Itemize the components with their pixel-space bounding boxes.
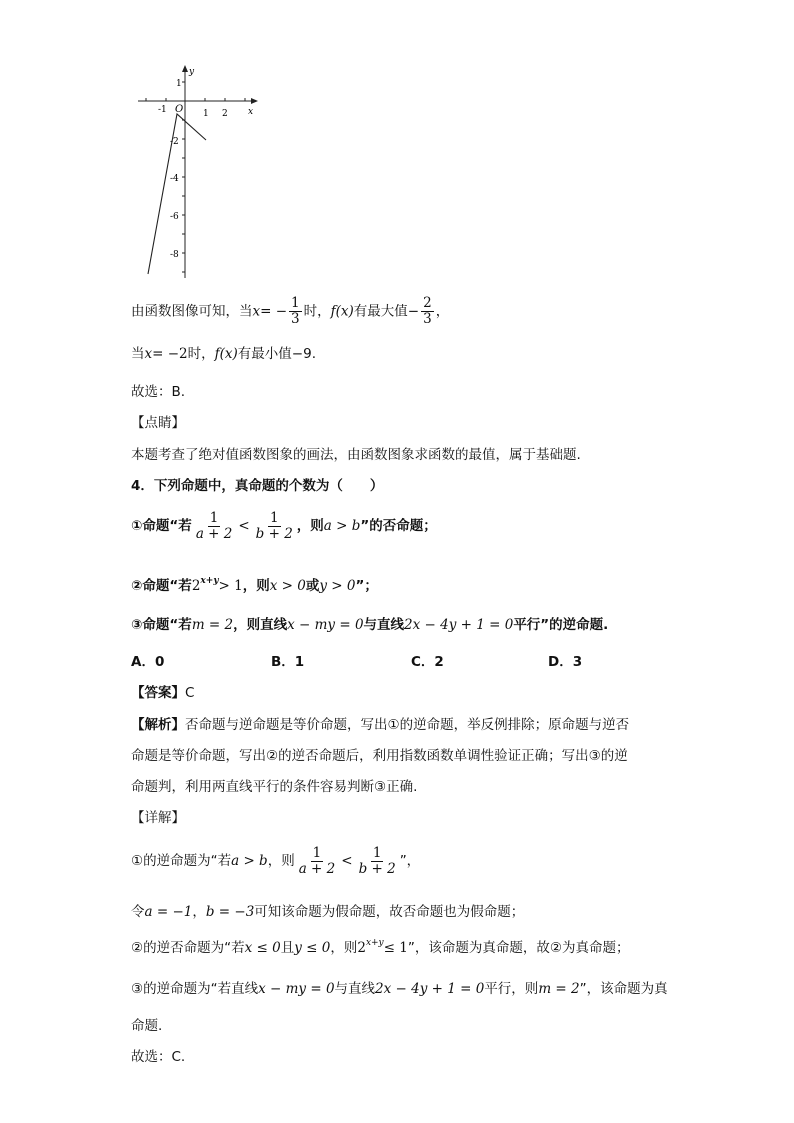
choice-line: 故选：B. bbox=[131, 384, 186, 400]
x-tick-label: -1 bbox=[158, 105, 167, 115]
question-title: 4．下列命题中，真命题的个数为（ ） bbox=[131, 478, 384, 494]
y-tick-label: -6 bbox=[170, 212, 179, 222]
answer-label: 【答案】 bbox=[131, 685, 185, 701]
y-axis-label: y bbox=[189, 67, 195, 77]
analysis-line-2: 命题是等价命题，写出②的逆否命题后，利用指数函数单调性验证正确；写出③的逆 bbox=[131, 748, 628, 764]
final-choice: 故选：C. bbox=[131, 1049, 186, 1065]
analysis-line-3: 命题判，利用两直线平行的条件容易判断③正确. bbox=[131, 779, 418, 795]
answer-line bbox=[131, 681, 194, 701]
option-b: B．1 bbox=[271, 654, 305, 670]
option-d: D．3 bbox=[548, 654, 583, 670]
detail-line-1: ①的逆命题为“若a > b，则 $\frac{1}{a + 2}$ < $\frac{1}{b + 2}$ ”， bbox=[131, 844, 421, 877]
max-value-line: 由函数图像可知，当x= − $\frac{1}{3}$ 时，f(x)有最大值− $\frac{2}{3}$ ， bbox=[131, 295, 450, 327]
answer-value: C bbox=[185, 685, 195, 701]
y-tick-label: -8 bbox=[170, 250, 179, 260]
x-tick-label: 1 bbox=[203, 109, 209, 119]
detail-line-5: 命题. bbox=[131, 1018, 163, 1034]
tip-text: 本题考查了绝对值函数图象的画法，由函数图象求函数的最值，属于基础题. bbox=[131, 447, 581, 463]
option-a: A．0 bbox=[131, 654, 165, 670]
statement-1: ①命题“若 $\frac{1}{a + 2}$ < $\frac{1}{b + 2}$ ，则a > b”的否命题； bbox=[131, 509, 437, 542]
detail-line-4: ③的逆命题为“若直线x − my = 0与直线2x − 4y + 1 = 0平行，则m = 2”，该命题为真 bbox=[131, 981, 668, 997]
analysis-line-1: 【解析】否命题与逆命题是等价命题，写出①的逆命题，举反例排除；原命题与逆否 bbox=[131, 717, 630, 733]
x-axis-arrow-icon bbox=[251, 98, 258, 104]
tip-label: 【点睛】 bbox=[131, 415, 185, 431]
option-c: C．2 bbox=[411, 654, 444, 670]
detail-label: 【详解】 bbox=[131, 810, 185, 826]
y-tick-label: 1 bbox=[176, 79, 182, 89]
detail-line-2: 令a = −1，b = −3可知该命题为假命题，故否命题也为假命题； bbox=[131, 904, 525, 920]
min-value-line: 当x= −2时，f(x)有最小值−9. bbox=[131, 346, 316, 362]
y-tick-label: -4 bbox=[170, 174, 179, 184]
x-axis-label: x bbox=[248, 107, 254, 117]
y-axis-arrow-icon bbox=[182, 65, 188, 72]
function-graph bbox=[130, 60, 270, 280]
statement-3: ③命题“若m = 2，则直线x − my = 0与直线2x − 4y + 1 = 0平行”的逆命题. bbox=[131, 617, 609, 633]
detail-line-3: ②的逆否命题为“若x ≤ 0且y ≤ 0，则$2^{x+y}\le 1$”，该命题为真命题，故②为真命题； bbox=[131, 938, 630, 956]
statement-2: ②命题“若$2^{x+y}> 1$，则x > 0或y > 0”； bbox=[131, 576, 378, 594]
y-tick-label: -2 bbox=[170, 137, 179, 147]
origin-label: O bbox=[175, 104, 184, 115]
x-tick-label: 2 bbox=[222, 109, 228, 119]
